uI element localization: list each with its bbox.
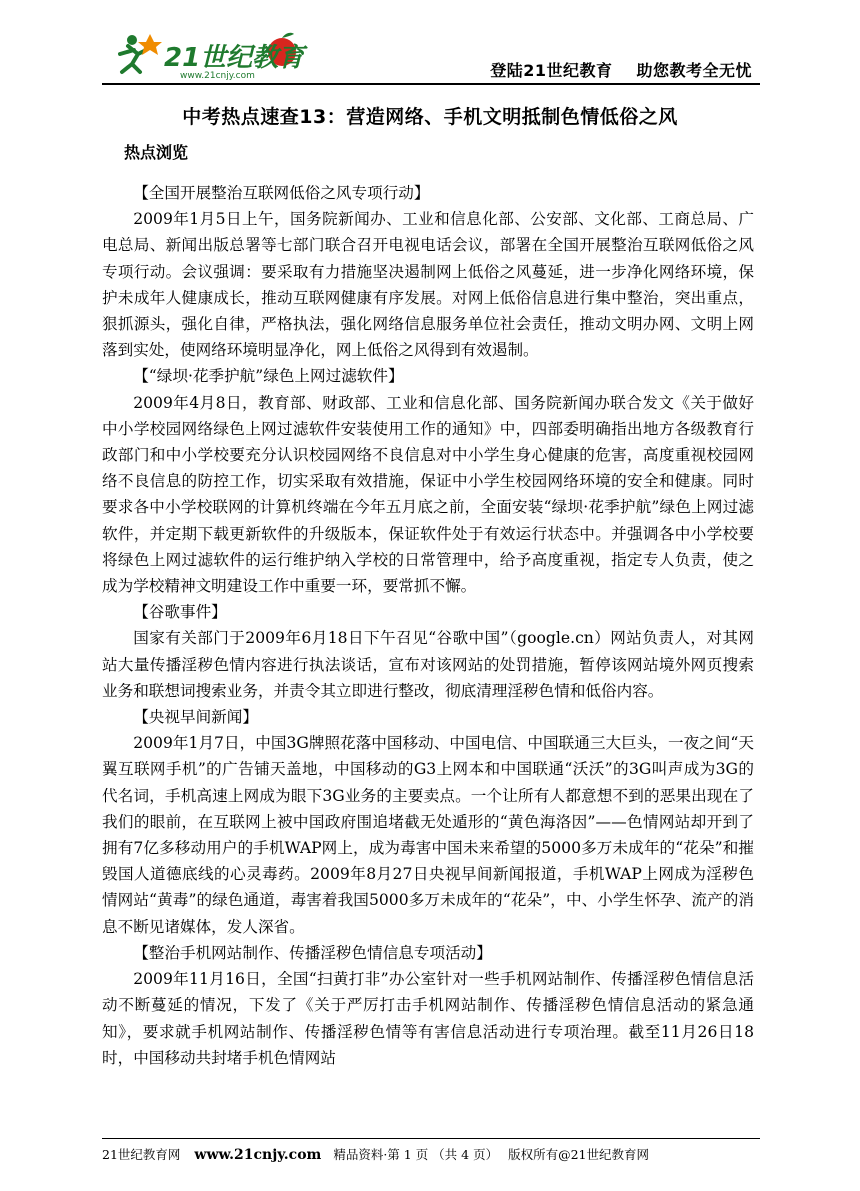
logo-text: 21世纪教育 — [164, 43, 305, 73]
section-heading: 【“绿坝·花季护航”绿色上网过滤软件】 — [133, 367, 404, 386]
logo-icon — [110, 28, 310, 80]
logo-url-text: www.21cnjy.com — [180, 71, 255, 80]
paragraph: 2009年11月16日，全国“扫黄打非”办公室针对一些手机网站制作、传播淫秽色情信息活动不断蔓延的情况，下发了《关于严厉打击手机网站制作、传播淫秽色情信息活动的紧急通知》，要求就手机网站制作、传播淫秽色情等有害信息活动进行专项治理。截至11月26日18时，中国移动共封堵手机色情网站 — [102, 970, 754, 1067]
section-subtitle: 热点浏览 — [124, 143, 189, 162]
paragraph: 2009年1月5日上午，国务院新闻办、工业和信息化部、公安部、文化部、工商总局、广电总局、新闻出版总署等七部门联合召开电视电话会议，部署在全国开展整治互联网低俗之风专项行动。会议强调：要采取有力措施坚决遏制网上低俗之风蔓延，进一步净化网络环境，保护未成年人健康成长，推动互联网健康有序发展。对网上低俗信息进行集中整治，突出重点，狠抓源头，强化自律，严格执法，强化网络信息服务单位社会责任，推动文明办网、文明上网落到实处，使网络环境明显净化，网上低俗之风得到有效遏制。 — [102, 210, 754, 360]
footer-site-url[interactable]: www.21cnjy.com — [194, 1147, 322, 1163]
paragraph: 国家有关部门于2009年6月18日下午召见“谷歌中国”（google.cn）网站负责人，对其网站大量传播淫秽色情内容进行执法谈话，宣布对该网站的处罚措施，暂停该网站境外网页搜索业务和联想词搜索业务，并责令其立即进行整改，彻底清理淫秽色情和低俗内容。 — [102, 629, 754, 700]
section-heading: 【谷歌事件】 — [133, 603, 227, 622]
page-header — [102, 28, 760, 84]
footer-copyright: 版权所有@21世纪教育网 — [508, 1147, 649, 1162]
section-heading: 【整治手机网站制作、传播淫秽色情信息专项活动】 — [133, 943, 492, 962]
article-body — [102, 180, 754, 1071]
paragraph: 2009年1月7日，中国3G牌照花落中国移动、中国电信、中国联通三大巨头，一夜之间“天翼互联网手机”的广告铺天盖地，中国移动的G3上网本和中国联通“沃沃”的3G叫声成为3G的代名词，手机高速上网成为眼下3G业务的主要卖点。一个让所有人都意想不到的恶果出现在了我们的眼前，在互联网上被中国政府围追堵截无处遁形的“黄色海洛因”——色情网站却开到了拥有7亿多移动用户的手机WAP网上，成为毒害中国未来希望的5000多万未成年的“花朵”和摧毁国人道德底线的心灵毒药。2009年8月27日央视早间新闻报道，手机WAP上网成为淫秽色情网站“黄毒”的绿色通道，毒害着我国5000多万未成年的“花朵”，中、小学生怀孕、流产的消息不断见诸媒体，发人深省。 — [102, 734, 754, 936]
page-title: 中考热点速查13：营造网络、手机文明抵制色情低俗之风 — [182, 106, 678, 128]
section-heading: 【全国开展整治互联网低俗之风专项行动】 — [133, 184, 430, 202]
paragraph: 2009年4月8日，教育部、财政部、工业和信息化部、国务院新闻办联合发文《关于做好中小学校园网络绿色上网过滤软件安装使用工作的通知》中，四部委明确指出地方各级教育行政部门和中小学校要充分认识校园网络不良信息对中小学生身心健康的危害，高度重视校园网络不良信息的防控工作，切实采取有效措施，保证中小学生校园网络环境的安全和健康。同时要求各中小学校联网的计算机终端在今年五月底之前，全面安装“绿坝·花季护航”绿色上网过滤软件，并定期下载更新软件的升级版本，保证软件处于有效运行状态中。并强调各中小学校要将绿色上网过滤软件的运行维护纳入学校的日常管理中，给予高度重视，指定专人负责，使之成为学校精神文明建设工作中重要一环，要常抓不懈。 — [102, 393, 754, 596]
header-divider — [102, 83, 760, 85]
footer-page-info: 精品资料·第 1 页 （共 4 页） — [333, 1147, 499, 1162]
slogan-left: 登陆21世纪教育 — [490, 61, 613, 80]
header-slogan — [490, 58, 752, 81]
footer-site-name: 21世纪教育网 — [102, 1147, 181, 1162]
page-footer — [102, 1138, 760, 1163]
slogan-right: 助您教考全无忧 — [636, 61, 752, 80]
section-heading: 【央视早间新闻】 — [133, 708, 258, 727]
